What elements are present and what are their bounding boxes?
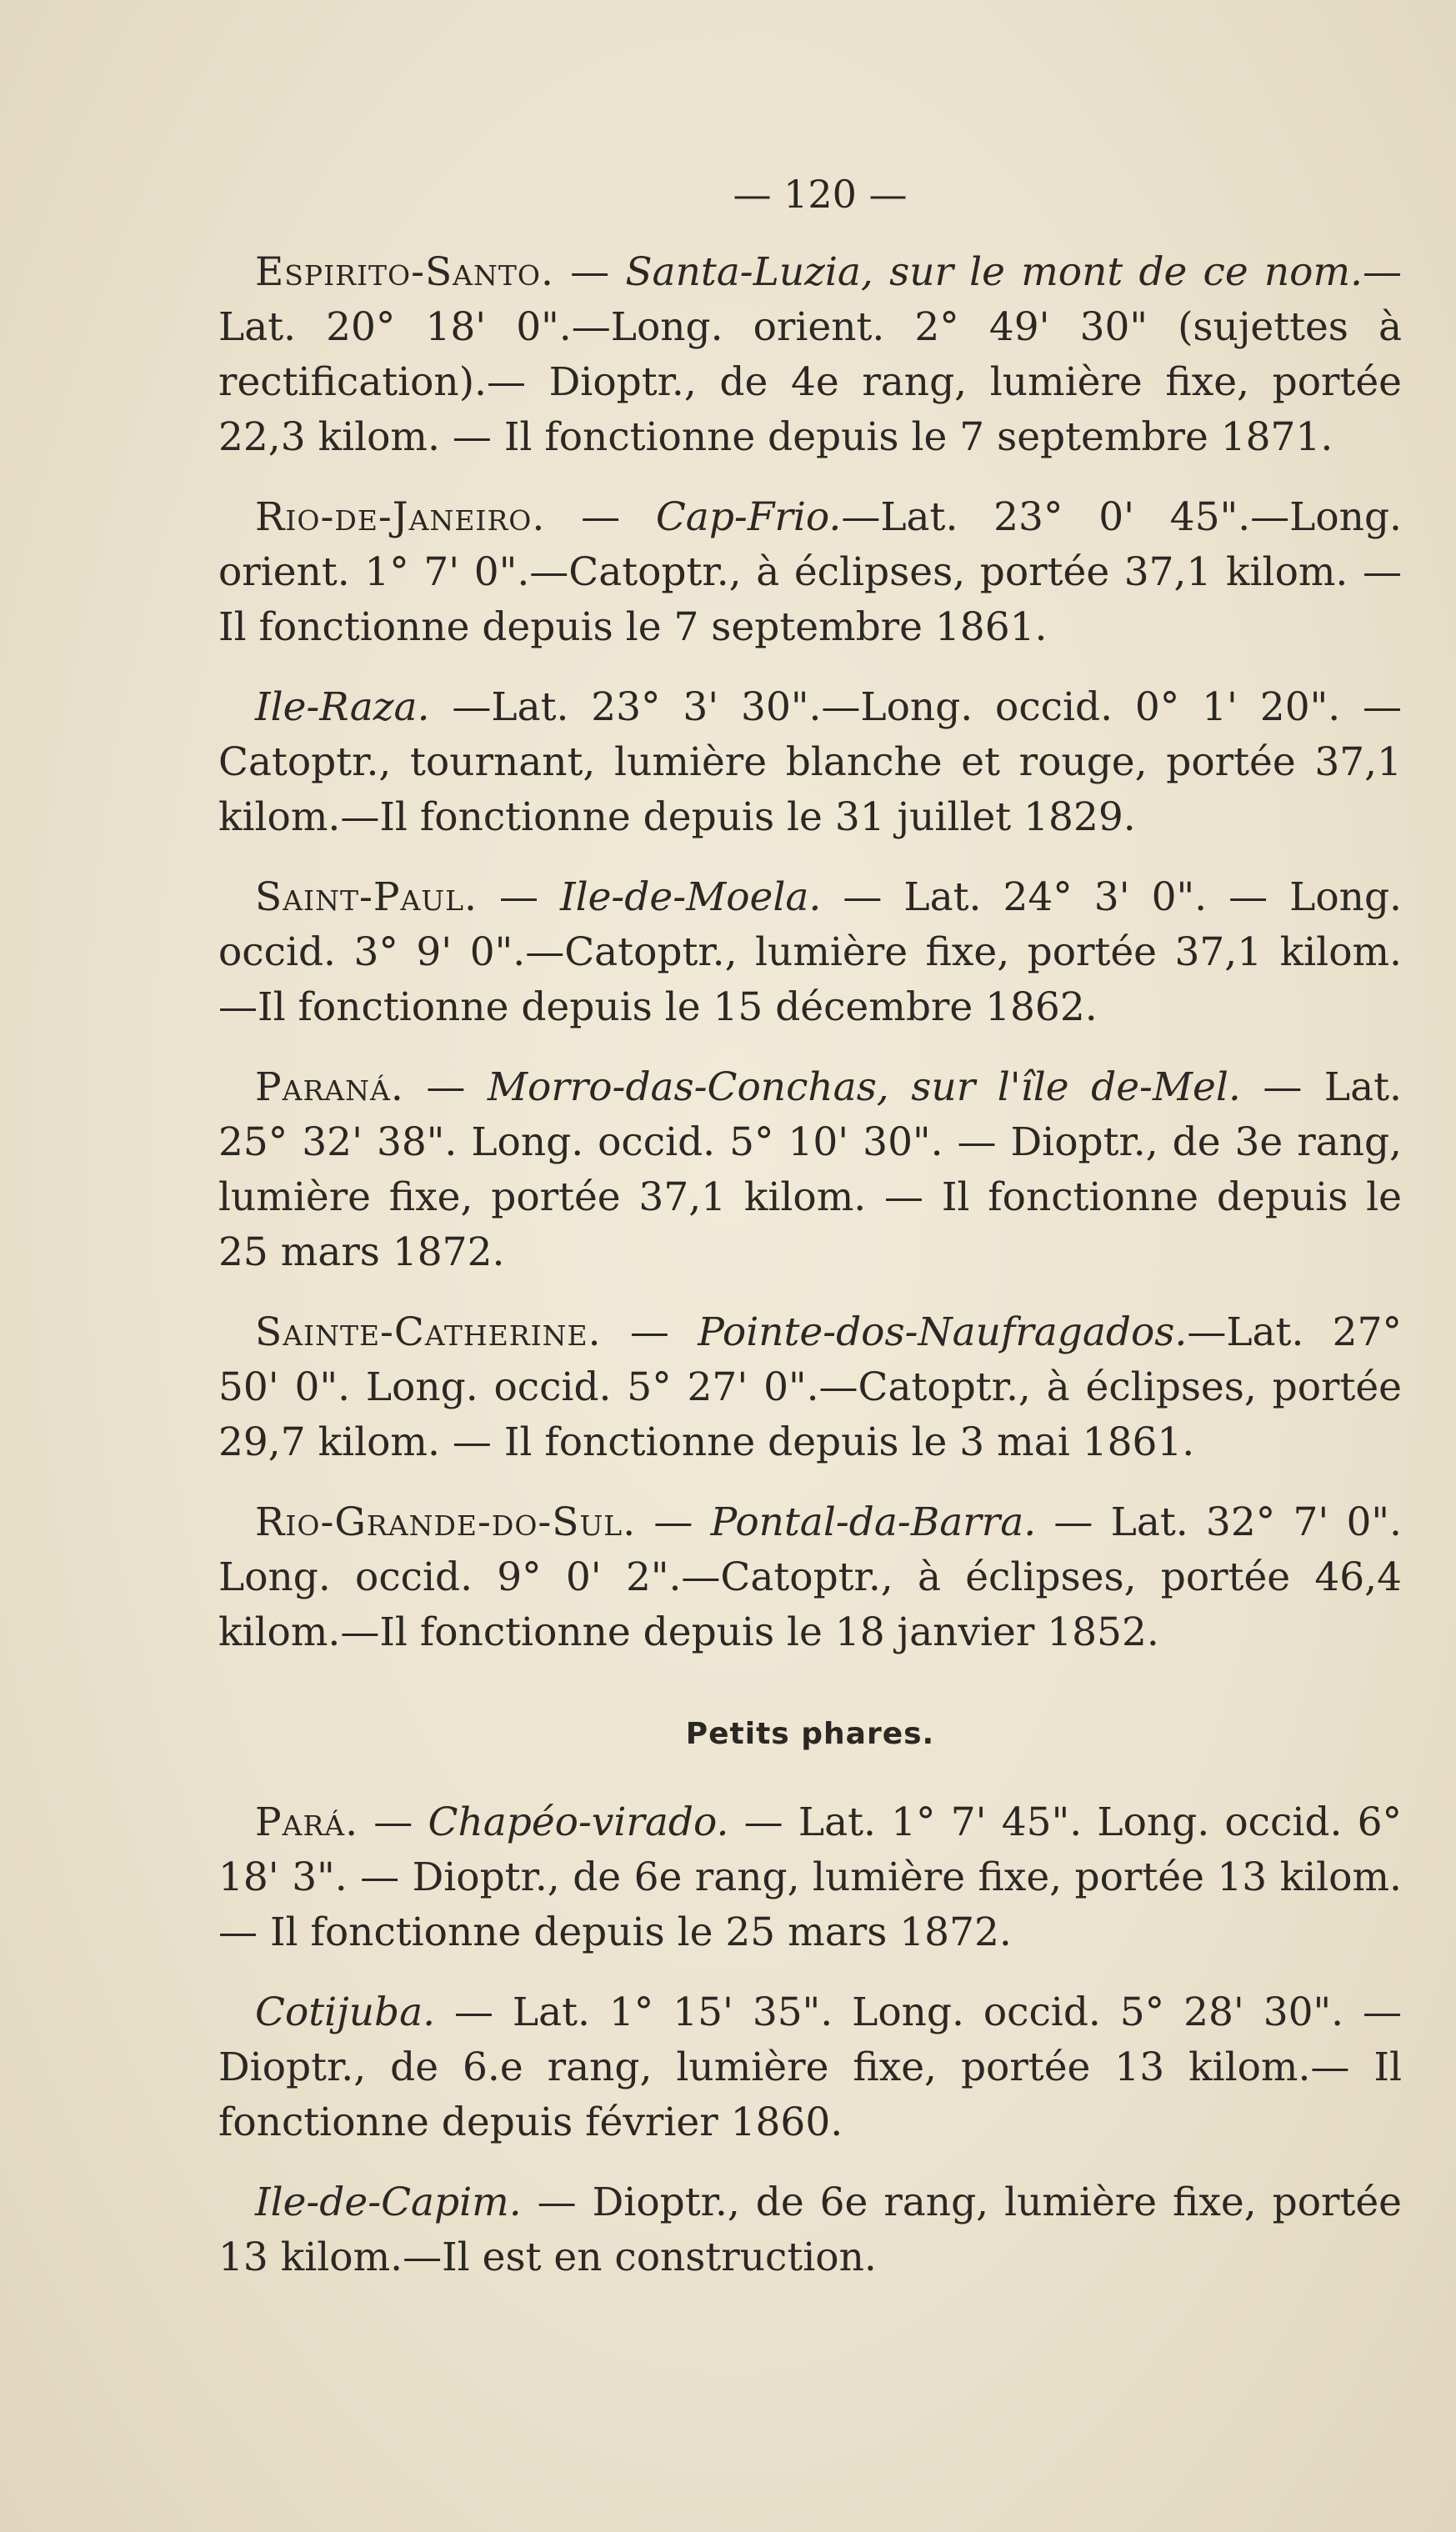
- entry-place: Ile-Raza.: [255, 684, 430, 730]
- entry-parana: [218, 1060, 1402, 1280]
- entry-details: — Lat. 24° 3' 0". — Long. occid. 3° 9' 0".—Catoptr., lumière fixe, portée 37,1 kilom. —Il fonctionne depuis le 15 décembre 1862.: [218, 874, 1402, 1030]
- entry-separator: —: [636, 1499, 711, 1545]
- section-heading-petits-phares: Petits phares.: [685, 1717, 935, 1751]
- entry-details: — Dioptr., de 6e rang, lumière fixe, portée 13 kilom.—Il est en construction.: [218, 2179, 1402, 2280]
- entry-separator: —: [545, 494, 656, 540]
- entry-details: —Lat. 23° 3' 30".—Long. occid. 0° 1' 20". —Catoptr., tournant, lumière blanche et rouge, portée 37,1 kilom.—Il fonctionne depuis le 31 juillet 1829.: [218, 684, 1402, 840]
- entry-region: Pará.: [255, 1799, 359, 1845]
- entry-region: Paraná.: [255, 1064, 404, 1110]
- entry-para-ile-de-capim: [218, 2175, 1402, 2285]
- entry-region: Saint-Paul.: [255, 874, 478, 920]
- entry-details: — Lat. 1° 15' 35". Long. occid. 5° 28' 30". —Dioptr., de 6.e rang, lumière fixe, portée 13 kilom.— Il fonctionne depuis février 1860.: [218, 1989, 1402, 2145]
- entry-details: —Lat. 20° 18' 0".—Long. orient. 2° 49' 30" (sujettes à rectification).— Dioptr., de 4e rang, lumière fixe, portée 22,3 kilom. — Il fonctionne depuis le 7 septembre 1871.: [218, 249, 1402, 460]
- entry-para-cotijuba: [218, 1985, 1402, 2150]
- entry-separator: —: [403, 1064, 488, 1110]
- entry-rio-grande-do-sul: [218, 1495, 1402, 1660]
- entry-region: Espirito-Santo.: [255, 249, 554, 295]
- entry-sainte-catherine: [218, 1305, 1402, 1470]
- entry-place: Cap-Frio.: [655, 494, 842, 540]
- entry-place: Pointe-dos-Naufragados.: [698, 1309, 1188, 1355]
- entry-para-chapeo-virado: [218, 1795, 1402, 1960]
- entry-details: —Lat. 23° 0' 45".—Long. orient. 1° 7' 0".—Catoptr., à éclipses, portée 37,1 kilom. —Il fonctionne depuis le 7 septembre 1861.: [218, 494, 1402, 650]
- entry-place: Pontal-da-Barra.: [710, 1499, 1037, 1545]
- page-text-block: [218, 167, 1402, 2310]
- entry-region: Rio-de-Janeiro.: [255, 494, 546, 540]
- entry-separator: —: [477, 874, 561, 920]
- entry-region: Sainte-Catherine.: [255, 1309, 602, 1355]
- entry-place: Morro-das-Conchas, sur l'île de-Mel.: [487, 1064, 1241, 1110]
- entry-rio-de-janeiro-cap-frio: [218, 490, 1402, 655]
- entry-separator: —: [601, 1309, 698, 1355]
- entry-region: Rio-Grande-do-Sul.: [255, 1499, 637, 1545]
- entry-espirito-santo: [218, 245, 1402, 465]
- page-number: — 120 —: [733, 172, 908, 217]
- entry-place: Cotijuba.: [255, 1989, 436, 2035]
- entry-details: — Lat. 32° 7' 0". Long. occid. 9° 0' 2".—Catoptr., à éclipses, portée 46,4 kilom.—Il fonctionne depuis le 18 janvier 1852.: [218, 1499, 1402, 1655]
- entry-rio-de-janeiro-ile-raza: [218, 680, 1402, 845]
- entry-place: Ile-de-Capim.: [255, 2179, 522, 2225]
- entry-details: —Lat. 27° 50' 0". Long. occid. 5° 27' 0".—Catoptr., à éclipses, portée 29,7 kilom. — Il fonctionne depuis le 3 mai 1861.: [218, 1309, 1402, 1465]
- entry-separator: —: [553, 249, 626, 295]
- entry-place: Ile-de-Moela.: [560, 874, 822, 920]
- entry-details: — Lat. 25° 32' 38". Long. occid. 5° 10' 30". — Dioptr., de 3e rang, lumière fixe, portée 37,1 kilom. — Il fonctionne depuis le 25 mars 1872.: [218, 1064, 1402, 1275]
- entry-place: Santa-Luzia, sur le mont de ce nom.: [625, 249, 1363, 295]
- entry-details: — Lat. 1° 7' 45". Long. occid. 6° 18' 3". — Dioptr., de 6e rang, lumière fixe, portée 13 kilom. — Il fonctionne depuis le 25 mars 1872.: [218, 1799, 1402, 1955]
- entry-separator: —: [358, 1799, 428, 1845]
- entry-place: Chapéo-virado.: [428, 1799, 729, 1845]
- entry-saint-paul: [218, 870, 1402, 1035]
